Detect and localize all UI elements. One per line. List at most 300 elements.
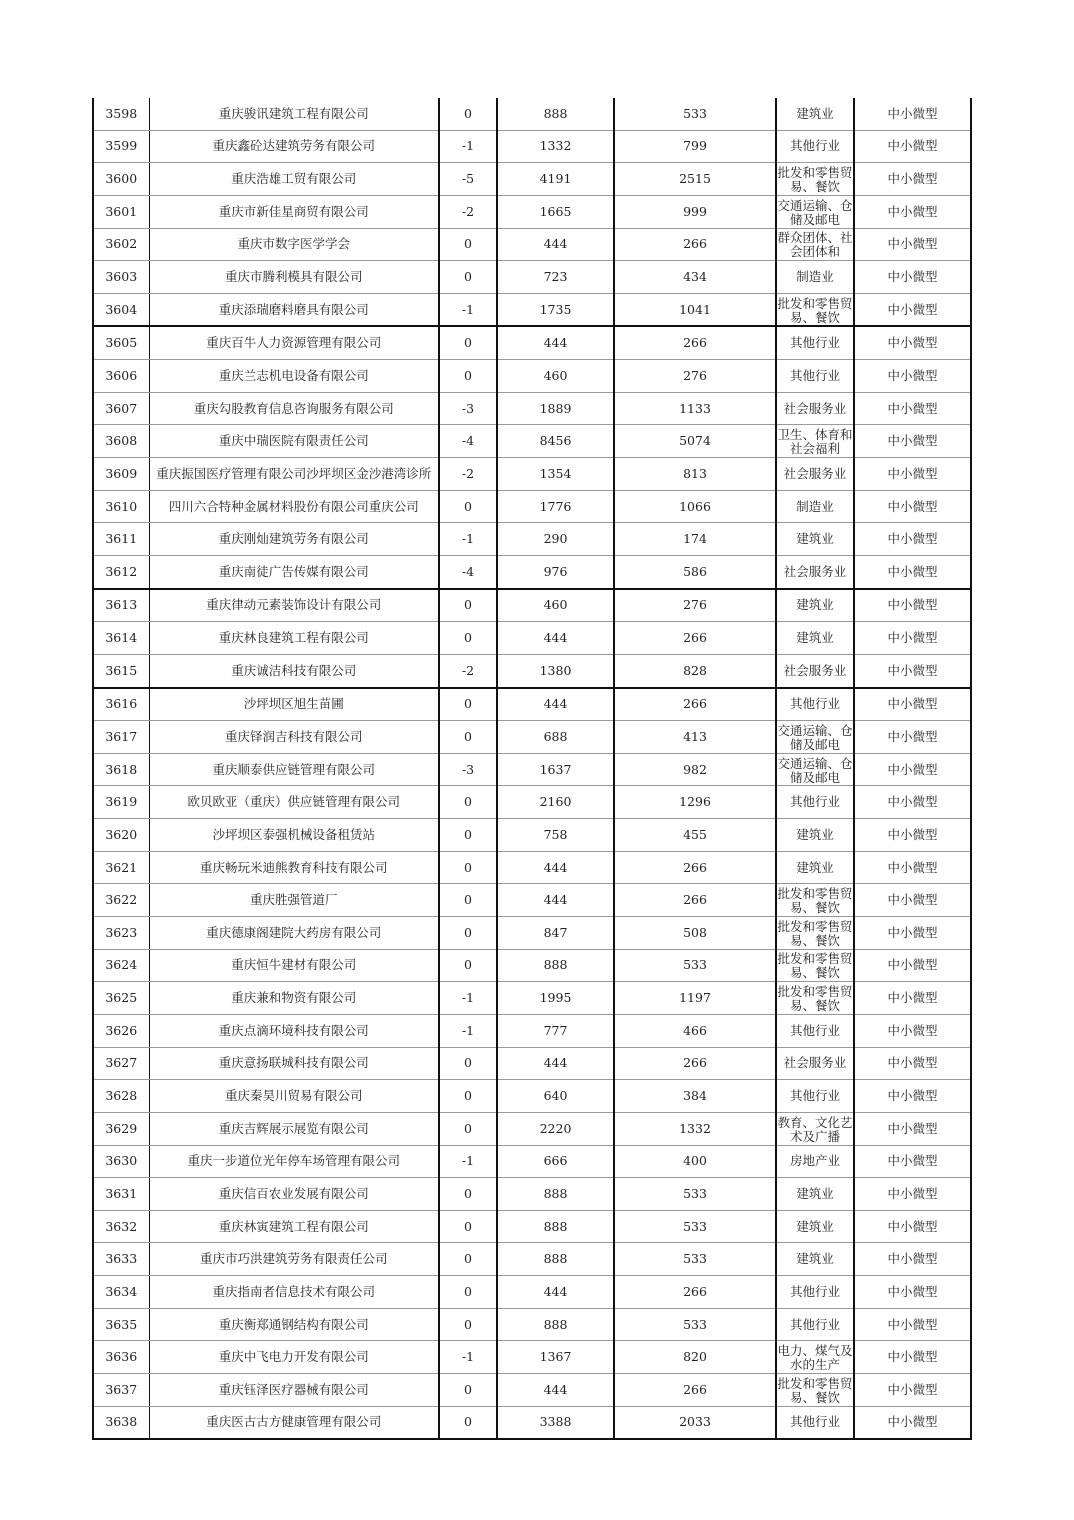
amount-a-text: 444 [543, 335, 568, 351]
industry-cell [776, 982, 854, 1015]
amount-a-text: 888 [543, 1185, 568, 1201]
table-row [93, 1145, 971, 1178]
company-name-cell [149, 1047, 439, 1080]
table-row [93, 884, 971, 917]
enterprise-size-text: 中小微型 [887, 301, 938, 317]
change-value-cell [439, 884, 497, 917]
table-row [93, 1112, 971, 1145]
change-value-text: 0 [464, 859, 472, 875]
change-value-cell [439, 1406, 497, 1439]
amount-b-text: 1066 [679, 498, 711, 514]
spreadsheet-table [92, 98, 970, 1440]
amount-b-cell [614, 490, 776, 523]
table-row [93, 490, 971, 523]
change-value-cell [439, 163, 497, 196]
amount-a-text: 444 [543, 696, 568, 712]
amount-b-cell [614, 622, 776, 655]
amount-b-text: 2515 [679, 171, 711, 187]
change-value-text: -5 [461, 171, 475, 187]
amount-a-cell [497, 949, 614, 982]
company-name-cell [149, 589, 439, 622]
row-number-text: 3627 [105, 1055, 138, 1071]
amount-b-text: 820 [683, 1349, 707, 1365]
enterprise-size-text: 中小微型 [887, 1185, 938, 1201]
row-number-text: 3598 [105, 105, 138, 121]
enterprise-size-cell [854, 458, 971, 491]
row-number-cell [93, 1406, 149, 1439]
industry-cell [776, 293, 854, 326]
company-name-cell [149, 654, 439, 687]
amount-a-text: 444 [543, 892, 568, 908]
table-row [93, 326, 971, 359]
change-value-cell [439, 786, 497, 819]
table-row [93, 753, 971, 786]
industry-cell [776, 98, 854, 130]
company-name-text: 重庆市巧洪建筑劳务有限责任公司 [199, 1251, 388, 1267]
table-row [93, 360, 971, 393]
row-number-text: 3605 [105, 335, 138, 351]
amount-a-text: 8456 [539, 433, 572, 449]
amount-b-text: 266 [683, 1055, 707, 1071]
amount-b-text: 434 [683, 269, 707, 285]
enterprise-size-text: 中小微型 [887, 433, 938, 449]
row-number-text: 3635 [105, 1316, 138, 1332]
change-value-text: 0 [464, 1185, 472, 1201]
industry-cell [776, 1406, 854, 1439]
industry-cell [776, 392, 854, 425]
enterprise-size-cell [854, 98, 971, 130]
enterprise-size-cell [854, 786, 971, 819]
row-number-cell [93, 786, 149, 819]
change-value-text: -3 [461, 761, 475, 777]
amount-a-text: 640 [543, 1088, 568, 1104]
amount-a-text: 1354 [539, 465, 572, 481]
amount-b-text: 982 [683, 761, 707, 777]
amount-a-cell [497, 589, 614, 622]
company-name-text: 重庆钰泽医疗器械有限公司 [218, 1381, 369, 1397]
amount-b-cell [614, 1178, 776, 1211]
row-number-text: 3626 [105, 1022, 138, 1038]
change-value-cell [439, 753, 497, 786]
row-number-cell [93, 1047, 149, 1080]
row-number-cell [93, 753, 149, 786]
change-value-text: 0 [464, 794, 472, 810]
company-name-cell [149, 1145, 439, 1178]
company-name-text: 重庆点滴环境科技有限公司 [218, 1022, 369, 1038]
company-name-text: 重庆意扬联城科技有限公司 [218, 1055, 369, 1071]
row-number-text: 3630 [105, 1153, 138, 1169]
enterprise-size-text: 中小微型 [887, 236, 938, 252]
row-number-text: 3602 [105, 236, 138, 252]
industry-cell [776, 1047, 854, 1080]
industry-text: 批发和零售贸易、餐饮 [777, 165, 853, 195]
row-number-cell [93, 1373, 149, 1406]
amount-b-text: 266 [683, 859, 707, 875]
industry-text: 电力、煤气及水的生产 [777, 1343, 853, 1373]
change-value-text: 0 [464, 1088, 472, 1104]
enterprise-size-text: 中小微型 [887, 171, 938, 187]
table-row [93, 1406, 971, 1439]
table-row [93, 1276, 971, 1309]
industry-cell [776, 1080, 854, 1113]
amount-b-text: 533 [683, 1185, 707, 1201]
enterprise-size-cell [854, 589, 971, 622]
table-row [93, 261, 971, 294]
industry-text: 社会服务业 [783, 563, 847, 579]
amount-a-cell [497, 1243, 614, 1276]
enterprise-size-text: 中小微型 [887, 859, 938, 875]
enterprise-size-cell [854, 1243, 971, 1276]
amount-b-cell [614, 1406, 776, 1439]
amount-b-text: 266 [683, 335, 707, 351]
row-number-cell [93, 326, 149, 359]
amount-a-text: 444 [543, 1381, 568, 1397]
change-value-text: -2 [461, 203, 475, 219]
company-name-cell [149, 293, 439, 326]
row-number-cell [93, 228, 149, 261]
enterprise-size-cell [854, 1276, 971, 1309]
amount-a-cell [497, 163, 614, 196]
enterprise-size-text: 中小微型 [887, 728, 938, 744]
enterprise-size-text: 中小微型 [887, 563, 938, 579]
row-number-cell [93, 458, 149, 491]
amount-a-text: 688 [543, 728, 568, 744]
company-name-text: 四川六合特种金属材料股份有限公司重庆公司 [168, 498, 419, 514]
industry-cell [776, 1373, 854, 1406]
row-number-cell [93, 490, 149, 523]
change-value-cell [439, 819, 497, 852]
company-name-cell [149, 360, 439, 393]
amount-b-text: 266 [683, 892, 707, 908]
change-value-text: 0 [464, 1251, 472, 1267]
company-name-cell [149, 326, 439, 359]
enterprise-size-text: 中小微型 [887, 826, 938, 842]
table-row [93, 392, 971, 425]
table-row [93, 163, 971, 196]
amount-a-cell [497, 753, 614, 786]
company-name-text: 重庆骏讯建筑工程有限公司 [218, 105, 369, 121]
change-value-cell [439, 982, 497, 1015]
table-row [93, 654, 971, 687]
row-number-text: 3618 [105, 761, 138, 777]
change-value-text: -3 [461, 400, 475, 416]
row-number-cell [93, 688, 149, 721]
company-name-cell [149, 851, 439, 884]
amount-a-text: 1995 [539, 990, 572, 1006]
row-number-cell [93, 555, 149, 588]
row-number-cell [93, 1014, 149, 1047]
change-value-text: -1 [461, 531, 475, 547]
industry-text: 房地产业 [789, 1153, 840, 1169]
industry-text: 教育、文化艺术及广播 [777, 1114, 853, 1144]
amount-a-text: 290 [543, 531, 568, 547]
amount-a-text: 1367 [539, 1349, 572, 1365]
company-name-text: 重庆医古古方健康管理有限公司 [206, 1414, 382, 1430]
company-name-cell [149, 1373, 439, 1406]
change-value-text: 0 [464, 1218, 472, 1234]
industry-text: 交通运输、仓储及邮电 [777, 722, 853, 752]
company-name-cell [149, 949, 439, 982]
company-name-text: 重庆市数字医学学会 [237, 236, 350, 252]
amount-a-text: 444 [543, 1055, 568, 1071]
company-name-cell [149, 458, 439, 491]
amount-b-cell [614, 1210, 776, 1243]
industry-cell [776, 753, 854, 786]
change-value-cell [439, 1308, 497, 1341]
company-name-text: 沙坪坝区泰强机械设备租赁站 [212, 826, 375, 842]
company-name-cell [149, 163, 439, 196]
amount-a-text: 888 [543, 1218, 568, 1234]
amount-a-text: 888 [543, 957, 568, 973]
change-value-cell [439, 1210, 497, 1243]
amount-b-text: 533 [683, 1251, 707, 1267]
industry-text: 建筑业 [796, 630, 834, 646]
company-name-text: 重庆畅玩米迪熊教育科技有限公司 [199, 859, 388, 875]
industry-cell [776, 130, 854, 163]
change-value-text: 0 [464, 924, 472, 940]
row-number-text: 3604 [105, 301, 138, 317]
change-value-cell [439, 392, 497, 425]
table-row [93, 1243, 971, 1276]
change-value-cell [439, 688, 497, 721]
enterprise-size-cell [854, 1341, 971, 1374]
amount-a-text: 1637 [539, 761, 572, 777]
change-value-text: -1 [461, 138, 475, 154]
industry-cell [776, 819, 854, 852]
enterprise-size-text: 中小微型 [887, 1055, 938, 1071]
table-row [93, 982, 971, 1015]
enterprise-size-text: 中小微型 [887, 1218, 938, 1234]
enterprise-size-text: 中小微型 [887, 892, 938, 908]
table-row [93, 195, 971, 228]
amount-b-text: 508 [683, 924, 707, 940]
enterprise-size-cell [854, 884, 971, 917]
enterprise-size-cell [854, 721, 971, 754]
enterprise-size-text: 中小微型 [887, 105, 938, 121]
row-number-text: 3612 [105, 563, 138, 579]
change-value-text: -1 [461, 301, 475, 317]
industry-cell [776, 1178, 854, 1211]
row-number-text: 3632 [105, 1218, 138, 1234]
table-row [93, 458, 971, 491]
amount-a-cell [497, 1276, 614, 1309]
industry-cell [776, 1341, 854, 1374]
row-number-cell [93, 622, 149, 655]
amount-b-text: 276 [683, 597, 707, 613]
industry-text: 其他行业 [789, 1088, 840, 1104]
row-number-text: 3613 [105, 597, 138, 613]
industry-text: 批发和零售贸易、餐饮 [777, 886, 853, 916]
enterprise-size-text: 中小微型 [887, 335, 938, 351]
amount-b-cell [614, 458, 776, 491]
row-number-cell [93, 1243, 149, 1276]
table-row [93, 851, 971, 884]
amount-a-cell [497, 1047, 614, 1080]
amount-b-cell [614, 163, 776, 196]
table-row [93, 1308, 971, 1341]
amount-b-text: 413 [683, 728, 707, 744]
amount-a-cell [497, 1210, 614, 1243]
amount-a-cell [497, 195, 614, 228]
amount-b-cell [614, 1047, 776, 1080]
change-value-cell [439, 622, 497, 655]
table-row [93, 1014, 971, 1047]
enterprise-size-cell [854, 851, 971, 884]
amount-b-cell [614, 1080, 776, 1113]
enterprise-size-cell [854, 392, 971, 425]
enterprise-size-text: 中小微型 [887, 531, 938, 547]
enterprise-size-cell [854, 1047, 971, 1080]
amount-a-cell [497, 326, 614, 359]
amount-a-text: 888 [543, 105, 568, 121]
company-name-text: 重庆衡郑通钢结构有限公司 [218, 1316, 369, 1332]
enterprise-size-cell [854, 1014, 971, 1047]
change-value-text: 0 [464, 630, 472, 646]
amount-a-text: 1332 [539, 138, 572, 154]
industry-text: 社会服务业 [783, 400, 847, 416]
change-value-text: 0 [464, 696, 472, 712]
table-row [93, 555, 971, 588]
table-row [93, 589, 971, 622]
enterprise-size-cell [854, 228, 971, 261]
company-name-cell [149, 228, 439, 261]
enterprise-size-cell [854, 326, 971, 359]
amount-b-cell [614, 1373, 776, 1406]
enterprise-size-text: 中小微型 [887, 1283, 938, 1299]
amount-a-cell [497, 1080, 614, 1113]
amount-a-cell [497, 622, 614, 655]
enterprise-size-text: 中小微型 [887, 203, 938, 219]
amount-a-text: 444 [543, 236, 568, 252]
amount-a-text: 444 [543, 630, 568, 646]
amount-b-text: 266 [683, 236, 707, 252]
row-number-text: 3622 [105, 892, 138, 908]
change-value-text: 0 [464, 892, 472, 908]
amount-a-cell [497, 1373, 614, 1406]
change-value-text: -1 [461, 1349, 475, 1365]
row-number-text: 3609 [105, 465, 138, 481]
company-name-text: 重庆恒牛建材有限公司 [231, 957, 357, 973]
change-value-cell [439, 1047, 497, 1080]
amount-b-cell [614, 1112, 776, 1145]
industry-text: 建筑业 [796, 105, 834, 121]
industry-cell [776, 786, 854, 819]
industry-text: 其他行业 [789, 794, 840, 810]
enterprise-size-text: 中小微型 [887, 990, 938, 1006]
industry-text: 交通运输、仓储及邮电 [777, 755, 853, 785]
change-value-text: 0 [464, 597, 472, 613]
company-name-cell [149, 884, 439, 917]
industry-cell [776, 261, 854, 294]
row-number-cell [93, 721, 149, 754]
company-name-cell [149, 1341, 439, 1374]
company-name-text: 重庆吉辉展示展览有限公司 [218, 1120, 369, 1136]
enterprise-size-cell [854, 819, 971, 852]
row-number-text: 3610 [105, 498, 138, 514]
company-name-cell [149, 1080, 439, 1113]
amount-b-text: 5074 [679, 433, 711, 449]
industry-cell [776, 458, 854, 491]
enterprise-size-text: 中小微型 [887, 1251, 938, 1267]
industry-cell [776, 654, 854, 687]
company-name-cell [149, 98, 439, 130]
industry-text: 其他行业 [789, 696, 840, 712]
industry-text: 其他行业 [789, 1316, 840, 1332]
row-number-cell [93, 1308, 149, 1341]
industry-text: 建筑业 [796, 1218, 834, 1234]
company-name-text: 重庆百牛人力资源管理有限公司 [206, 335, 382, 351]
amount-b-cell [614, 982, 776, 1015]
row-number-text: 3636 [105, 1349, 138, 1365]
enterprise-size-text: 中小微型 [887, 465, 938, 481]
industry-cell [776, 1210, 854, 1243]
industry-cell [776, 195, 854, 228]
amount-b-text: 533 [683, 105, 707, 121]
row-number-text: 3607 [105, 400, 138, 416]
enterprise-size-cell [854, 490, 971, 523]
row-number-text: 3608 [105, 433, 138, 449]
company-name-cell [149, 490, 439, 523]
enterprise-size-text: 中小微型 [887, 1381, 938, 1397]
row-number-cell [93, 851, 149, 884]
row-number-cell [93, 1276, 149, 1309]
amount-b-text: 266 [683, 696, 707, 712]
change-value-text: 0 [464, 367, 472, 383]
change-value-text: 0 [464, 1283, 472, 1299]
industry-cell [776, 949, 854, 982]
row-number-text: 3620 [105, 826, 138, 842]
table-row [93, 949, 971, 982]
enterprise-size-text: 中小微型 [887, 696, 938, 712]
enterprise-size-text: 中小微型 [887, 1349, 938, 1365]
row-number-cell [93, 360, 149, 393]
enterprise-size-text: 中小微型 [887, 1120, 938, 1136]
change-value-cell [439, 1178, 497, 1211]
industry-text: 建筑业 [796, 859, 834, 875]
change-value-cell [439, 1145, 497, 1178]
amount-b-text: 400 [683, 1153, 707, 1169]
enterprise-size-text: 中小微型 [887, 1153, 938, 1169]
change-value-text: 0 [464, 1316, 472, 1332]
industry-cell [776, 917, 854, 950]
amount-a-text: 888 [543, 1316, 568, 1332]
amount-b-cell [614, 884, 776, 917]
amount-b-cell [614, 753, 776, 786]
amount-b-text: 266 [683, 630, 707, 646]
company-name-cell [149, 425, 439, 458]
change-value-cell [439, 1373, 497, 1406]
company-name-cell [149, 195, 439, 228]
enterprise-size-cell [854, 1145, 971, 1178]
company-name-cell [149, 523, 439, 556]
row-number-text: 3624 [105, 957, 138, 973]
amount-b-cell [614, 392, 776, 425]
change-value-text: -1 [461, 990, 475, 1006]
company-name-text: 欧贝欧亚（重庆）供应链管理有限公司 [187, 794, 400, 810]
company-name-text: 重庆顺泰供应链管理有限公司 [212, 761, 375, 777]
amount-b-text: 1296 [679, 794, 711, 810]
company-name-cell [149, 982, 439, 1015]
change-value-cell [439, 1080, 497, 1113]
enterprise-size-cell [854, 195, 971, 228]
amount-b-cell [614, 721, 776, 754]
row-number-cell [93, 982, 149, 1015]
change-value-cell [439, 228, 497, 261]
industry-text: 建筑业 [796, 531, 834, 547]
row-number-cell [93, 1145, 149, 1178]
amount-b-cell [614, 1145, 776, 1178]
industry-cell [776, 360, 854, 393]
